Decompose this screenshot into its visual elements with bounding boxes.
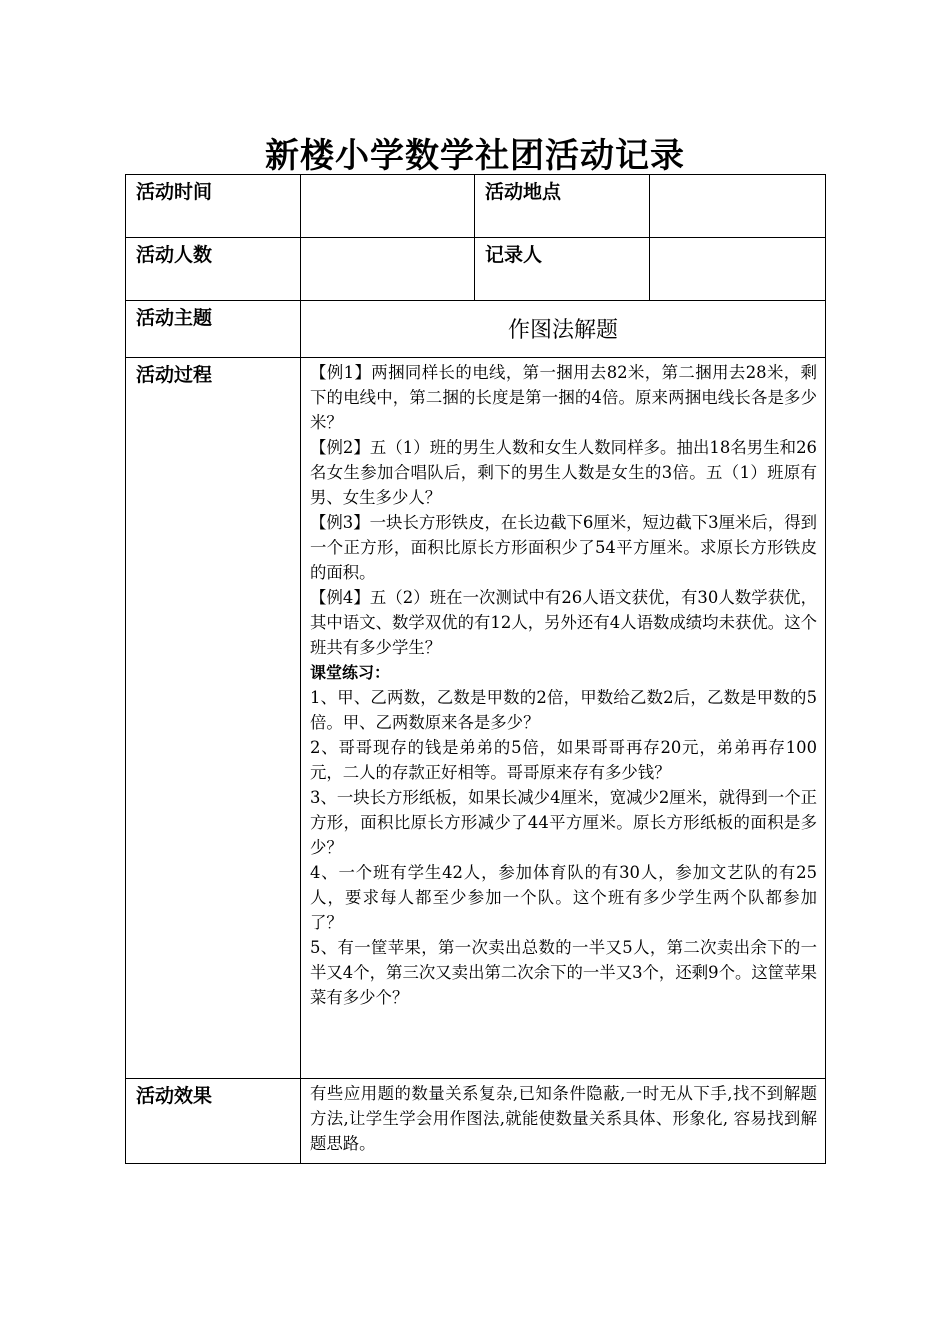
- practice-4: 4、一个班有学生42人，参加体育队的有30人，参加文艺队的有25人，要求每人都至少参加一个队。这个班有多少学生两个队都参加了？: [310, 863, 817, 932]
- example-2: 【例2】五（1）班的男生人数和女生人数同样多。抽出18名男生和26名女生参加合唱队后，剩下的男生人数是女生的3倍。五（1）班原有男、女生多少人？: [310, 438, 817, 507]
- activity-process-content: [301, 358, 826, 1079]
- example-4: 【例4】五（2）班在一次测试中有26人语文获优，有30人数学获优，其中语文、数学双优的有12人，另外还有4人语数成绩均未获优。这个班共有多少学生？: [310, 588, 817, 657]
- label-activity-place: 活动地点: [475, 175, 650, 238]
- practice-1: 1、甲、乙两数，乙数是甲数的2倍，甲数给乙数2后，乙数是甲数的5倍。甲、乙两数原来各是多少？: [310, 688, 817, 732]
- value-participant-count[interactable]: [301, 238, 475, 301]
- row-theme: [126, 301, 826, 358]
- label-participant-count: 活动人数: [126, 238, 301, 301]
- row-process: [126, 358, 826, 1079]
- practice-3: 3、一块长方形纸板，如果长减少4厘米，宽减少2厘米，就得到一个正方形，面积比原长方形减少了44平方厘米。原长方形纸板的面积是多少？: [310, 788, 817, 857]
- value-activity-place[interactable]: [650, 175, 826, 238]
- row-count-recorder: [126, 238, 826, 301]
- label-activity-theme: 活动主题: [126, 301, 301, 358]
- row-time-place: [126, 175, 826, 238]
- label-recorder: 记录人: [475, 238, 650, 301]
- practice-5: 5、有一筐苹果，第一次卖出总数的一半又5人，第二次卖出余下的一半又4个，第三次又卖出第二次余下的一半又3个，还剩9个。这筐苹果菜有多少个？: [310, 938, 817, 1007]
- example-3: 【例3】一块长方形铁皮，在长边截下6厘米，短边截下3厘米后，得到一个正方形，面积比原长方形面积少了54平方厘米。求原长方形铁皮的面积。: [310, 513, 817, 582]
- example-1: 【例1】两捆同样长的电线，第一捆用去82米，第二捆用去28米，剩下的电线中，第二捆的长度是第一捆的4倍。原来两捆电线长各是多少米？: [310, 363, 817, 432]
- activity-effect-content: 有些应用题的数量关系复杂,已知条件隐蔽,一时无从下手,找不到解题方法,让学生学会用作图法,就能使数量关系具体、形象化, 容易找到解题思路。: [301, 1079, 826, 1164]
- row-effect: [126, 1079, 826, 1164]
- value-recorder[interactable]: [650, 238, 826, 301]
- value-activity-theme: 作图法解题: [301, 301, 826, 358]
- page-title: 新楼小学数学社团活动记录: [265, 136, 685, 176]
- label-activity-process: 活动过程: [126, 358, 301, 1079]
- practice-heading: 课堂练习：: [310, 663, 391, 682]
- record-table: [125, 174, 826, 1164]
- value-activity-time[interactable]: [301, 175, 475, 238]
- label-activity-effect: 活动效果: [126, 1079, 301, 1164]
- practice-2: 2、哥哥现存的钱是弟弟的5倍，如果哥哥再存20元，弟弟再存100元，二人的存款正好相等。哥哥原来存有多少钱？: [310, 738, 817, 782]
- label-activity-time: 活动时间: [126, 175, 301, 238]
